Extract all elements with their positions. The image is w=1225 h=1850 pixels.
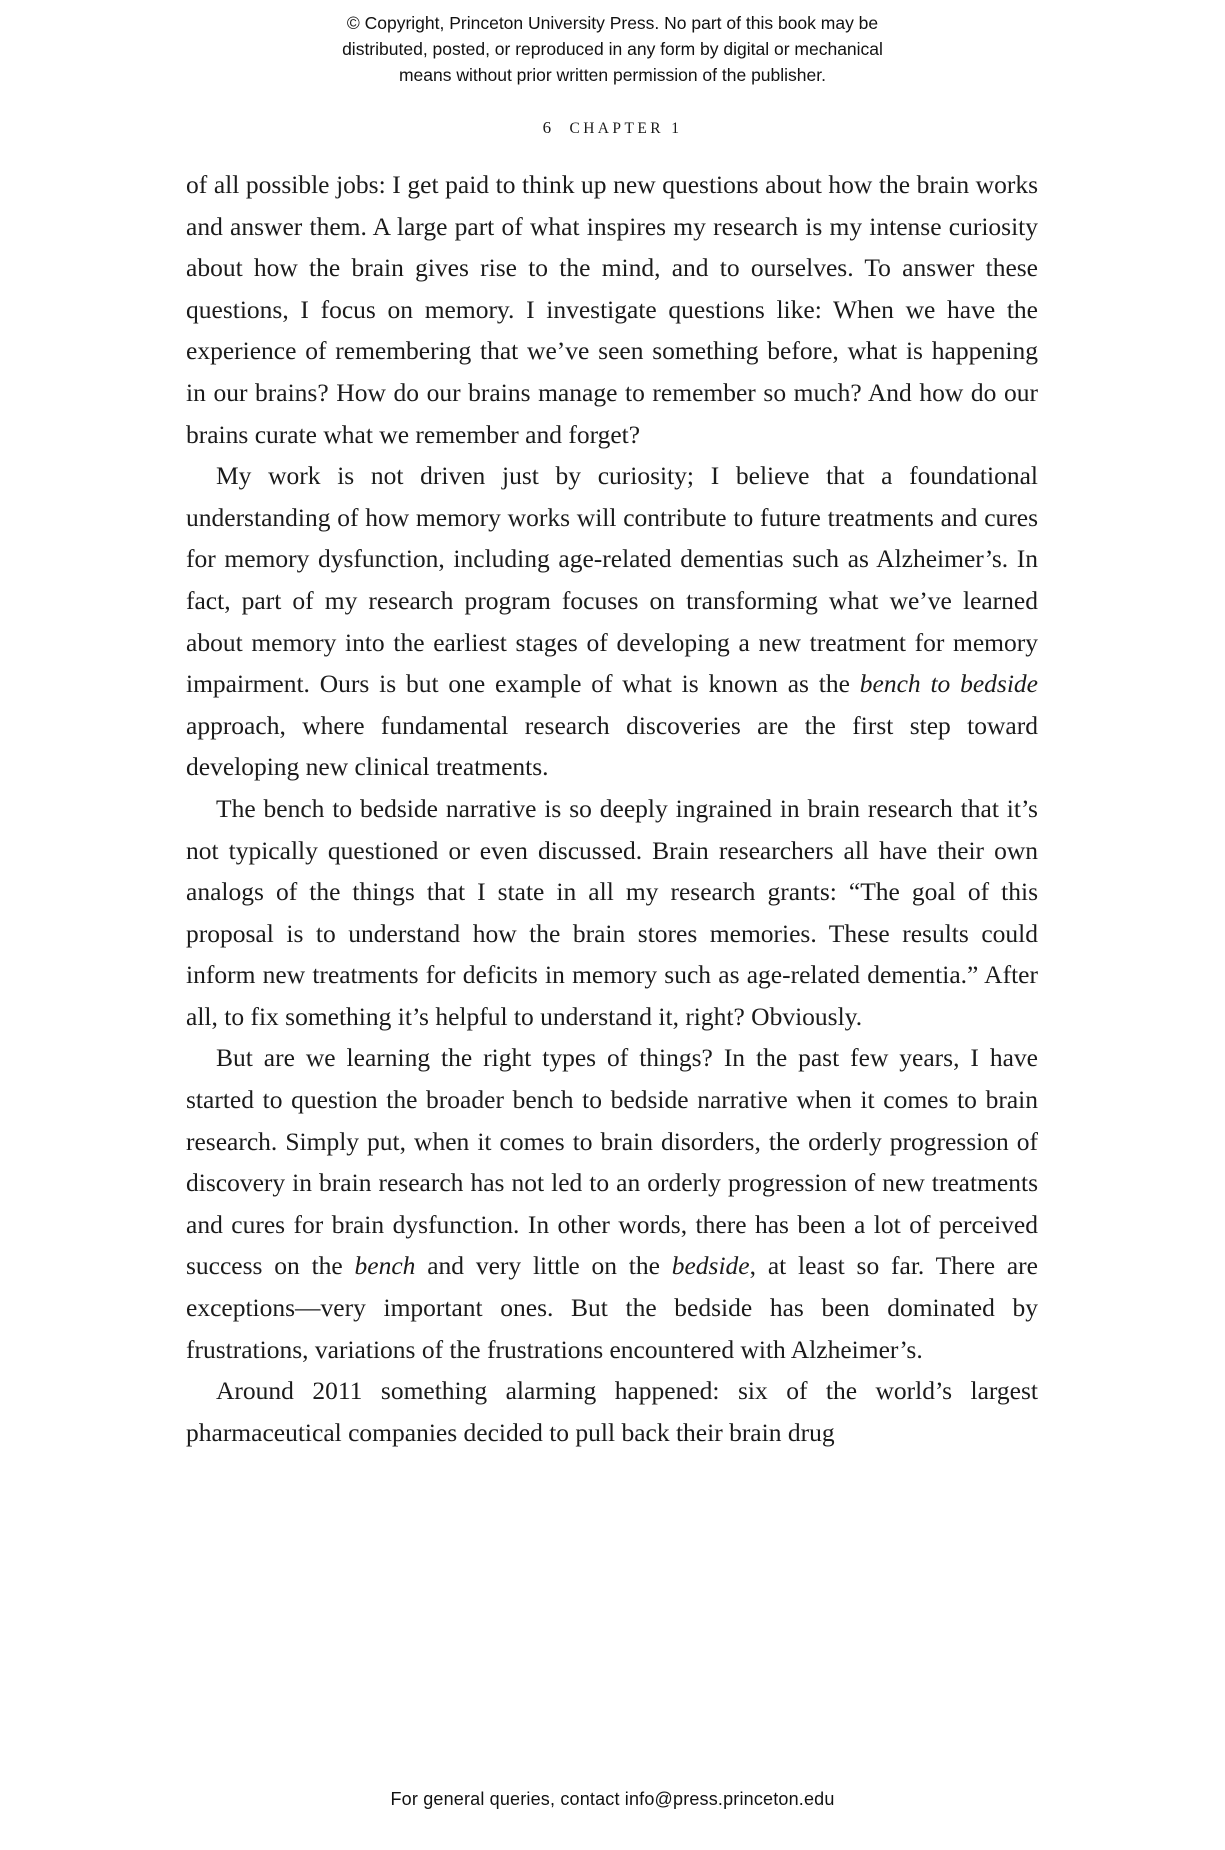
paragraph-1-text: of all possible jobs: I get paid to think up new questions about how the brain works and answer them. A large part of what inspires my research is my intense curiosity about how the brain gives rise to the mind, and to ourselves. To answer these questions, I focus on memory. I investigate questions like: When we have the experience of remembering that we’ve seen something before, what is happening in our brains? How do our brains manage to remember so much? And how do our brains curate what we remember and forget? <box>186 170 1038 449</box>
paragraph-3 <box>186 788 1038 1038</box>
paragraph-4-text-c: , at least so far. There are exceptions—very important ones. But the bedside has been dominated by frustrations, variations of the frustrations encountered with Alzheimer’s. <box>186 1251 1038 1364</box>
paragraph-4-text-a: But are we learning the right types of things? In the past few years, I have started to question the broader bench to bedside narrative when it comes to brain research. Simply put, when it comes to brain disorders, the orderly progression of discovery in brain research has not led to an orderly progression of new treatments and cures for brain dysfunction. In other words, there has been a lot of perceived success on the <box>186 1043 1038 1281</box>
paragraph-5-text: Around 2011 something alarming happened: six of the world’s largest pharmaceutical companies decided to pull back their brain drug <box>186 1376 1038 1447</box>
chapter-label: CHAPTER 1 <box>569 120 683 137</box>
copyright-notice <box>0 10 1225 88</box>
page-footer <box>0 1789 1225 1810</box>
paragraph-2-text-a: My work is not driven just by curiosity; I believe that a foundational understanding of how memory works will contribute to future treatments and cures for memory dysfunction, including age-related dementias such as Alzheimer’s. In fact, part of my research program focuses on transforming what we’ve learned about memory into the earliest stages of developing a new treatment for memory impairment. Ours is but one example of what is known as the <box>186 461 1038 699</box>
copyright-line-2: distributed, posted, or reproduced in any form by digital or mechanical <box>342 39 883 59</box>
footer-text: For general queries, contact info@press.princeton.edu <box>390 1789 835 1809</box>
paragraph-3-text: The bench to bedside narrative is so deeply ingrained in brain research that it’s not typically questioned or even discussed. Brain researchers all have their own analogs of the things that I state in all my research grants: “The goal of this proposal is to understand how the brain stores memories. These results could inform new treatments for deficits in memory such as age-related dementia.” After all, to fix something it’s helpful to understand it, right? Obviously. <box>186 793 1038 1031</box>
copyright-line-1: © Copyright, Princeton University Press. No part of this book may be <box>346 13 879 33</box>
paragraph-1 <box>186 164 1038 455</box>
running-head <box>0 118 1225 138</box>
page-number: 6 <box>542 118 552 137</box>
paragraph-4-emphasis-2: bedside <box>671 1251 750 1281</box>
copyright-line-3: means without prior written permission of the publisher. <box>398 65 826 85</box>
paragraph-2 <box>186 455 1038 788</box>
paragraph-4-text-b: and very little on the <box>415 1251 672 1281</box>
page-body <box>186 164 1038 1453</box>
paragraph-4 <box>186 1037 1038 1370</box>
paragraph-2-emphasis: bench to bedside <box>859 669 1039 699</box>
paragraph-2-text-b: approach, where fundamental research discoveries are the first step toward developing new clinical treatments. <box>186 710 1038 782</box>
paragraph-5 <box>186 1370 1038 1453</box>
paragraph-4-emphasis-1: bench <box>354 1251 416 1281</box>
